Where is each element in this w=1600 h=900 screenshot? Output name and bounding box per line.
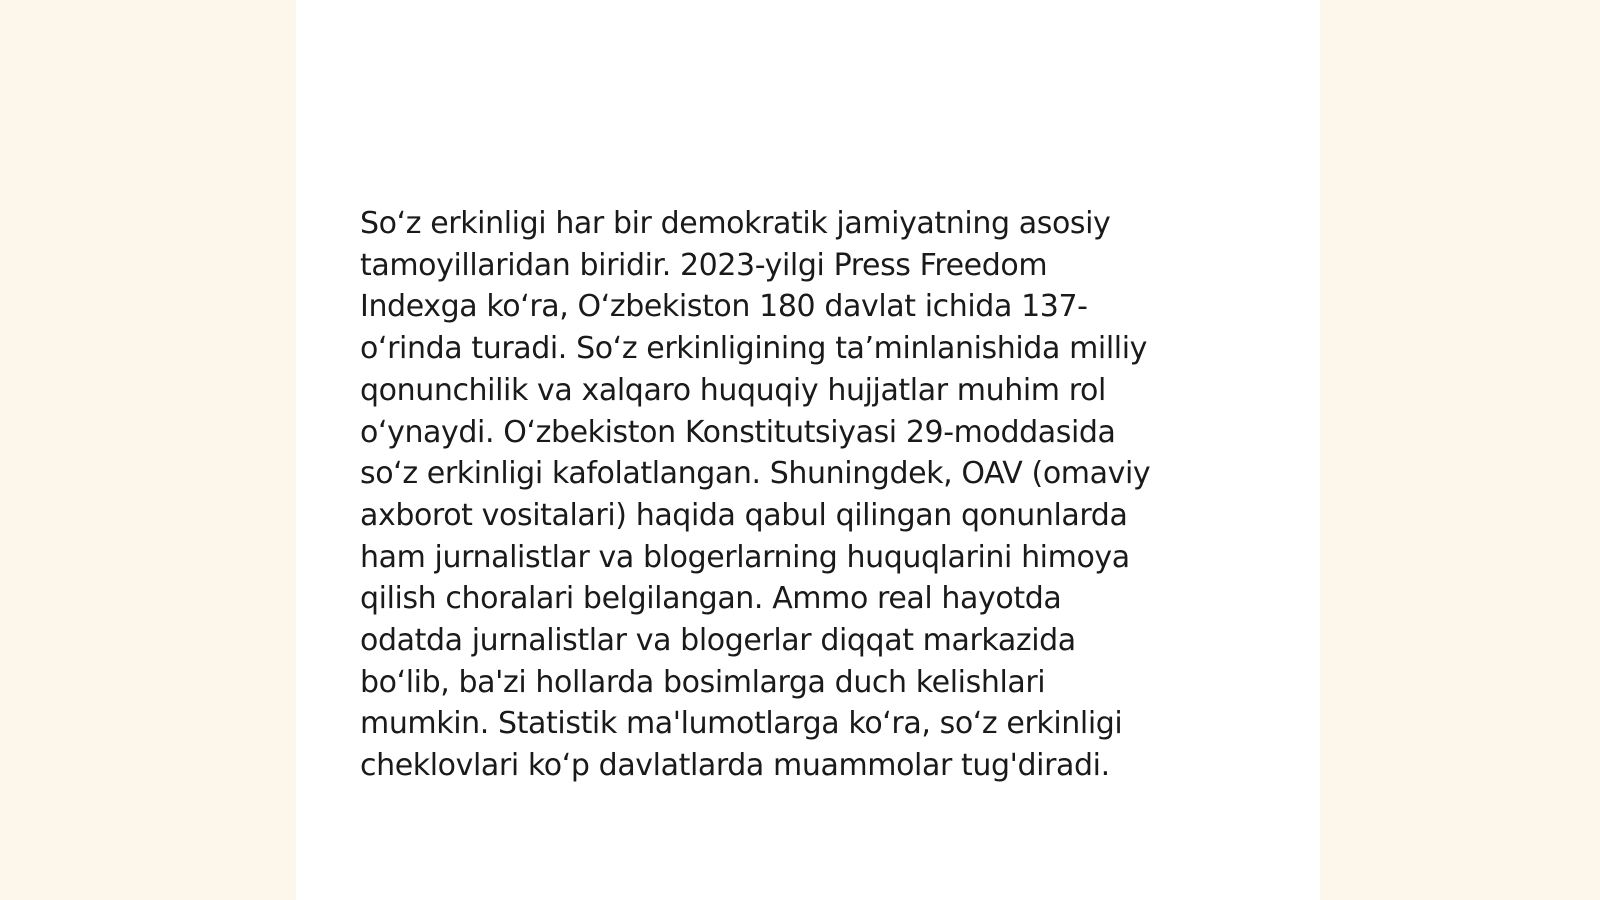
paragraph-line: axborot vositalari) haqida qabul qilingan qonunlarda <box>360 497 1128 533</box>
paragraph-line: mumkin. Statistik ma'lumotlarga ko‘ra, so‘z erkinligi <box>360 706 1123 742</box>
paragraph-line: odatda jurnalistlar va blogerlar diqqat markazida <box>360 623 1076 659</box>
paragraph-line: o‘ynaydi. O‘zbekiston Konstitutsiyasi 29-moddasida <box>360 414 1116 450</box>
paragraph-line: Indexga ko‘ra, O‘zbekiston 180 davlat ichida 137- <box>360 289 1088 325</box>
paragraph-line: bo‘lib, ba'zi hollarda bosimlarga duch kelishlari <box>360 664 1046 700</box>
paragraph-line: cheklovlari ko‘p davlatlarda muammolar tug'diradi. <box>360 748 1110 784</box>
paragraph-line: ham jurnalistlar va blogerlarning huquqlarini himoya <box>360 539 1130 575</box>
paragraph <box>360 203 1240 787</box>
paragraph-line: o‘rinda turadi. So‘z erkinligining ta’minlanishida milliy <box>360 331 1147 367</box>
paragraph-line: So‘z erkinligi har bir demokratik jamiyatning asosiy <box>360 206 1111 241</box>
paragraph-line: so‘z erkinligi kafolatlangan. Shuningdek, OAV (omaviy <box>360 456 1151 492</box>
paragraph-line: qonunchilik va xalqaro huquqiy hujjatlar muhim rol <box>360 372 1106 408</box>
paragraph-line: tamoyillaridan biridir. 2023-yilgi Press Freedom <box>360 247 1048 283</box>
paragraph-line: qilish choralari belgilangan. Ammo real hayotda <box>360 581 1062 617</box>
document-page <box>296 0 1320 900</box>
